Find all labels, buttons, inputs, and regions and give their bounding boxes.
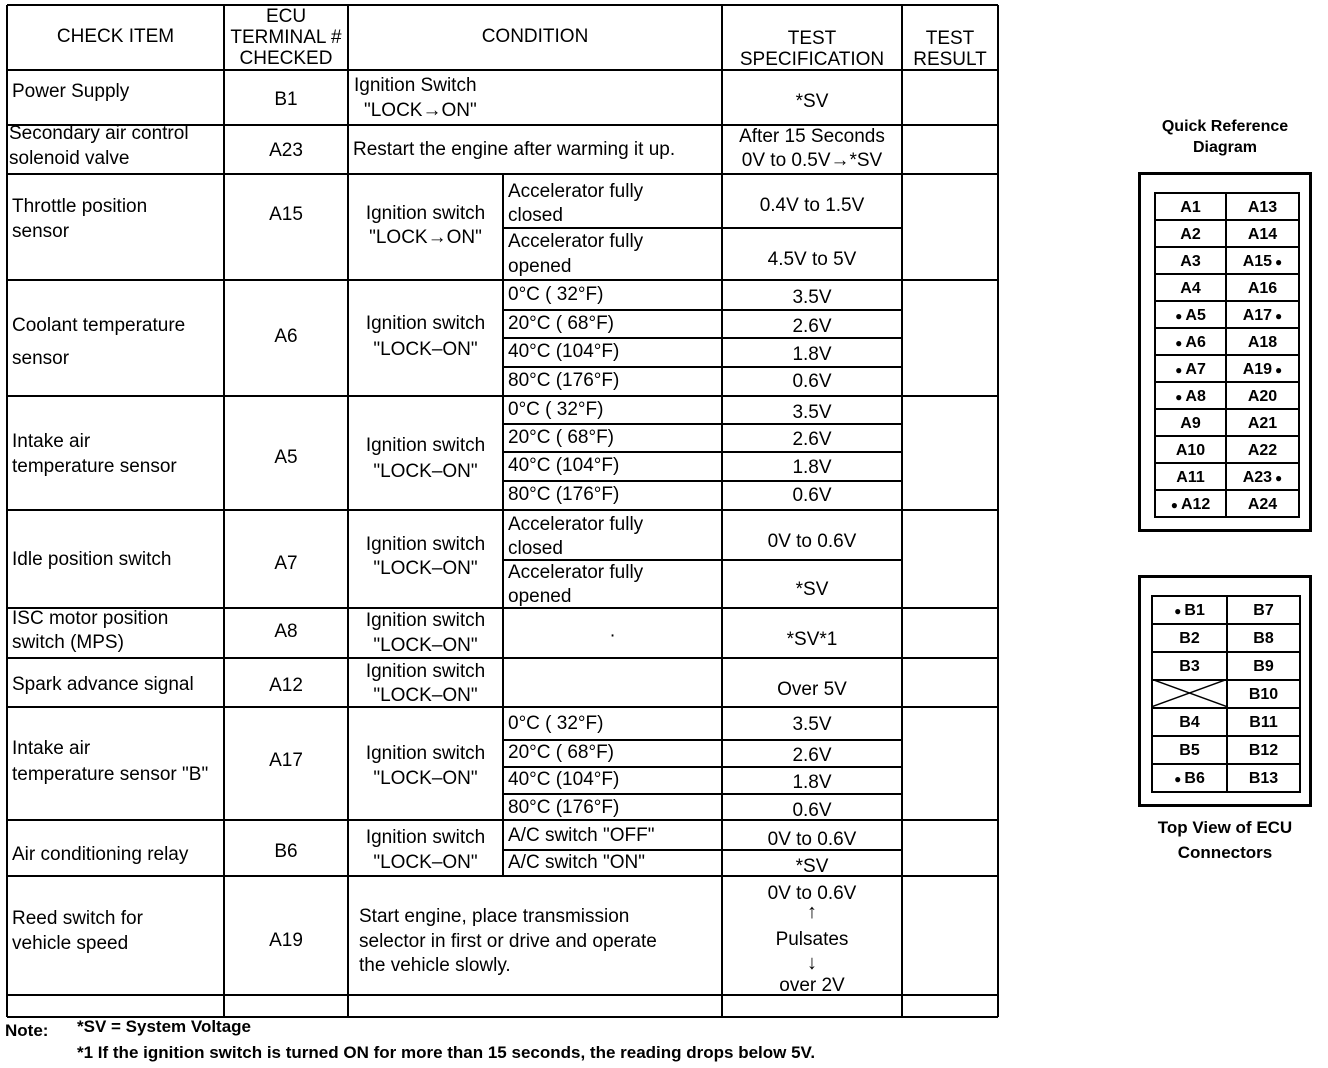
power-cond-l1: Ignition Switch bbox=[354, 75, 477, 96]
header-check-item: CHECK ITEM bbox=[56, 26, 175, 47]
note-line1: *SV = System Voltage bbox=[77, 1017, 252, 1036]
ac-sub2: A/C switch "ON" bbox=[508, 852, 646, 873]
pin-blank bbox=[1151, 679, 1228, 709]
intake-s3: 1.8V bbox=[792, 457, 832, 478]
pin-a21: A21 bbox=[1225, 408, 1300, 437]
idle-cond-l2: "LOCK–ON" bbox=[373, 558, 478, 579]
idle-term: A7 bbox=[274, 553, 298, 574]
coolant-s4: 0.6V bbox=[792, 371, 832, 392]
ac-cond-l2: "LOCK–ON" bbox=[373, 852, 478, 873]
pin-b3: B3 bbox=[1151, 651, 1228, 681]
pin-a15: A15 ● bbox=[1225, 246, 1300, 275]
intakeb-cond-l2: "LOCK–ON" bbox=[373, 768, 478, 789]
intake-cond-l2: "LOCK–ON" bbox=[373, 461, 478, 482]
throttle-sub2-l1: Accelerator fully bbox=[508, 231, 644, 252]
coolant-t3: 40°C (104°F) bbox=[508, 341, 620, 362]
pin-a6: ● A6 bbox=[1154, 327, 1227, 356]
note-line2: *1 If the ignition switch is turned ON for more than 15 seconds, the reading drops below 5V. bbox=[77, 1043, 816, 1062]
intakeb-s2: 2.6V bbox=[792, 745, 832, 766]
intake-term: A5 bbox=[274, 447, 298, 468]
header-result-l2: RESULT bbox=[913, 49, 987, 70]
intake-s4: 0.6V bbox=[792, 485, 832, 506]
note-label: Note: bbox=[5, 1021, 49, 1040]
blocked-pin-icon bbox=[1151, 679, 1228, 707]
pin-b8: B8 bbox=[1226, 623, 1301, 653]
ac-cond-l1: Ignition switch bbox=[365, 827, 486, 848]
pin-b6: ● B6 bbox=[1151, 763, 1228, 793]
idle-cond-l1: Ignition switch bbox=[365, 534, 486, 555]
throttle-spec2: 4.5V to 5V bbox=[767, 249, 857, 270]
reference-title bbox=[1120, 116, 1328, 158]
secondary-spec-l2: 0V to 0.5V→*SV bbox=[741, 150, 883, 171]
idle-sub1-l2: closed bbox=[508, 538, 563, 559]
idle-sub2-l1: Accelerator fully bbox=[508, 562, 644, 583]
pin-b4: B4 bbox=[1151, 707, 1228, 737]
isc-item-l1: ISC motor position bbox=[12, 608, 169, 629]
throttle-item-l1: Throttle position bbox=[12, 196, 148, 217]
ac-sub1: A/C switch "OFF" bbox=[508, 825, 655, 846]
pin-a22: A22 bbox=[1225, 435, 1300, 464]
power-term: B1 bbox=[274, 89, 298, 110]
secondary-item-l1: Secondary air control bbox=[9, 123, 189, 144]
pin-b7: B7 bbox=[1226, 595, 1301, 625]
throttle-sub1-l1: Accelerator fully bbox=[508, 181, 644, 202]
coolant-t4: 80°C (176°F) bbox=[508, 370, 620, 391]
isc-spec: *SV*1 bbox=[786, 629, 838, 650]
pin-a12: ● A12 bbox=[1154, 489, 1227, 518]
pin-a16: A16 bbox=[1225, 273, 1300, 302]
isc-term: A8 bbox=[274, 621, 298, 642]
pin-b2: B2 bbox=[1151, 623, 1228, 653]
reed-term: A19 bbox=[269, 930, 303, 951]
intake-t4: 80°C (176°F) bbox=[508, 484, 620, 505]
isc-sub: · bbox=[609, 625, 616, 646]
intakeb-cond-l1: Ignition switch bbox=[365, 743, 486, 764]
reference-caption-l2: Connectors bbox=[1177, 843, 1273, 862]
idle-item: Idle position switch bbox=[12, 549, 172, 570]
idle-sub1-l1: Accelerator fully bbox=[508, 514, 644, 535]
throttle-sub1-l2: closed bbox=[508, 205, 563, 226]
power-cond-l2: "LOCK→ON" bbox=[364, 100, 477, 121]
reed-cond-l2: selector in first or drive and operate bbox=[359, 931, 657, 952]
pin-a10: A10 bbox=[1154, 435, 1227, 464]
pin-a7: ● A7 bbox=[1154, 354, 1227, 383]
secondary-cond: Restart the engine after warming it up. bbox=[353, 139, 676, 160]
pin-b5: B5 bbox=[1151, 735, 1228, 765]
spark-item: Spark advance signal bbox=[12, 674, 194, 695]
throttle-cond-l2: "LOCK→ON" bbox=[369, 227, 482, 248]
throttle-cond-l1: Ignition switch bbox=[365, 203, 486, 224]
pin-a9: A9 bbox=[1154, 408, 1227, 437]
power-item: Power Supply bbox=[12, 81, 130, 102]
ac-spec1: 0V to 0.6V bbox=[767, 829, 857, 850]
pin-b11: B11 bbox=[1226, 707, 1301, 737]
secondary-item-l2: solenoid valve bbox=[9, 148, 130, 169]
intakeb-s3: 1.8V bbox=[792, 772, 832, 793]
intake-t1: 0°C ( 32°F) bbox=[508, 399, 604, 420]
intake-t2: 20°C ( 68°F) bbox=[508, 427, 615, 448]
arrow-up-icon: ↑ bbox=[807, 901, 817, 923]
intakeb-t4: 80°C (176°F) bbox=[508, 797, 620, 818]
pin-a3: A3 bbox=[1154, 246, 1227, 275]
pin-b10: B10 bbox=[1226, 679, 1301, 709]
pin-a24: A24 bbox=[1225, 489, 1300, 518]
throttle-sub2-l2: opened bbox=[508, 256, 572, 277]
reference-title-l2: Diagram bbox=[1192, 139, 1258, 156]
coolant-s3: 1.8V bbox=[792, 344, 832, 365]
reference-title-l1: Quick Reference bbox=[1161, 118, 1289, 135]
intake-s1: 3.5V bbox=[792, 402, 832, 423]
pin-b1: ● B1 bbox=[1151, 595, 1228, 625]
pin-a17: A17 ● bbox=[1225, 300, 1300, 329]
throttle-spec1: 0.4V to 1.5V bbox=[759, 195, 865, 216]
power-spec: *SV bbox=[795, 91, 829, 112]
reference-caption bbox=[1120, 815, 1328, 865]
connector-b bbox=[1138, 575, 1312, 807]
reference-caption-l1: Top View of ECU bbox=[1157, 818, 1293, 837]
idle-sub2-l2: opened bbox=[508, 586, 572, 607]
header-terminal-l2: TERMINAL # bbox=[230, 27, 342, 48]
header-terminal bbox=[224, 6, 348, 69]
pin-a8: ● A8 bbox=[1154, 381, 1227, 410]
idle-spec1: 0V to 0.6V bbox=[767, 531, 857, 552]
intake-s2: 2.6V bbox=[792, 429, 832, 450]
connector-a bbox=[1138, 172, 1312, 532]
intake-item-l1: Intake air bbox=[12, 431, 91, 452]
pin-a5: ● A5 bbox=[1154, 300, 1227, 329]
header-result-l1: TEST bbox=[925, 28, 975, 49]
pin-a4: A4 bbox=[1154, 273, 1227, 302]
coolant-cond-l1: Ignition switch bbox=[365, 313, 486, 334]
ac-spec2: *SV bbox=[795, 856, 829, 877]
isc-cond-l1: Ignition switch bbox=[365, 610, 486, 631]
pin-b12: B12 bbox=[1226, 735, 1301, 765]
intakeb-t2: 20°C ( 68°F) bbox=[508, 742, 615, 763]
pin-b13: B13 bbox=[1226, 763, 1301, 793]
spark-cond-l1: Ignition switch bbox=[365, 661, 486, 682]
reed-spec-l2: Pulsates bbox=[775, 929, 849, 950]
intakeb-item-l2: temperature sensor "B" bbox=[12, 764, 209, 785]
coolant-t2: 20°C ( 68°F) bbox=[508, 313, 615, 334]
intakeb-t1: 0°C ( 32°F) bbox=[508, 713, 604, 734]
coolant-item-l1: Coolant temperature bbox=[12, 315, 186, 336]
intakeb-s4: 0.6V bbox=[792, 800, 832, 821]
reed-item-l1: Reed switch for bbox=[12, 908, 143, 929]
header-terminal-l1: ECU bbox=[265, 6, 307, 27]
header-result bbox=[902, 28, 998, 70]
intakeb-s1: 3.5V bbox=[792, 714, 832, 735]
idle-spec2: *SV bbox=[795, 579, 829, 600]
pin-b9: B9 bbox=[1226, 651, 1301, 681]
secondary-term: A23 bbox=[269, 140, 303, 161]
isc-cond-l2: "LOCK–ON" bbox=[373, 635, 478, 656]
header-spec-l1: TEST bbox=[787, 28, 837, 49]
reed-spec-l1: 0V to 0.6V bbox=[767, 883, 857, 904]
secondary-spec-l1: After 15 Seconds bbox=[739, 126, 885, 147]
intake-t3: 40°C (104°F) bbox=[508, 455, 620, 476]
reed-cond-l1: Start engine, place transmission bbox=[359, 906, 630, 927]
ac-item: Air conditioning relay bbox=[12, 844, 189, 865]
pin-a1: A1 bbox=[1154, 192, 1227, 221]
header-terminal-l3: CHECKED bbox=[239, 48, 333, 69]
header-spec-l2: SPECIFICATION bbox=[739, 49, 885, 70]
pin-a2: A2 bbox=[1154, 219, 1227, 248]
pin-a23: A23 ● bbox=[1225, 462, 1300, 491]
reed-spec-l3: over 2V bbox=[779, 975, 845, 996]
pin-a11: A11 bbox=[1154, 462, 1227, 491]
spark-spec: Over 5V bbox=[777, 679, 847, 700]
intake-item-l2: temperature sensor bbox=[12, 456, 177, 477]
spark-term: A12 bbox=[269, 675, 303, 696]
intakeb-item-l1: Intake air bbox=[12, 738, 91, 759]
throttle-term: A15 bbox=[269, 204, 303, 225]
ac-term: B6 bbox=[274, 841, 298, 862]
pin-a14: A14 bbox=[1225, 219, 1300, 248]
arrow-down-icon: ↓ bbox=[807, 952, 817, 974]
pin-a19: A19 ● bbox=[1225, 354, 1300, 383]
isc-item-l2: switch (MPS) bbox=[12, 632, 124, 653]
reed-cond-l3: the vehicle slowly. bbox=[359, 955, 511, 976]
coolant-t1: 0°C ( 32°F) bbox=[508, 284, 604, 305]
reed-item-l2: vehicle speed bbox=[12, 933, 129, 954]
throttle-item-l2: sensor bbox=[12, 221, 70, 242]
pin-a13: A13 bbox=[1225, 192, 1300, 221]
pin-a18: A18 bbox=[1225, 327, 1300, 356]
coolant-term: A6 bbox=[274, 326, 298, 347]
coolant-s1: 3.5V bbox=[792, 287, 832, 308]
intake-cond-l1: Ignition switch bbox=[365, 435, 486, 456]
coolant-item-l2: sensor bbox=[12, 348, 70, 369]
pin-a20: A20 bbox=[1225, 381, 1300, 410]
intakeb-t3: 40°C (104°F) bbox=[508, 769, 620, 790]
coolant-cond-l2: "LOCK–ON" bbox=[373, 339, 478, 360]
coolant-s2: 2.6V bbox=[792, 316, 832, 337]
spark-cond-l2: "LOCK–ON" bbox=[373, 685, 478, 706]
header-spec bbox=[722, 28, 902, 70]
intakeb-term: A17 bbox=[269, 750, 303, 771]
header-condition: CONDITION bbox=[481, 26, 589, 47]
